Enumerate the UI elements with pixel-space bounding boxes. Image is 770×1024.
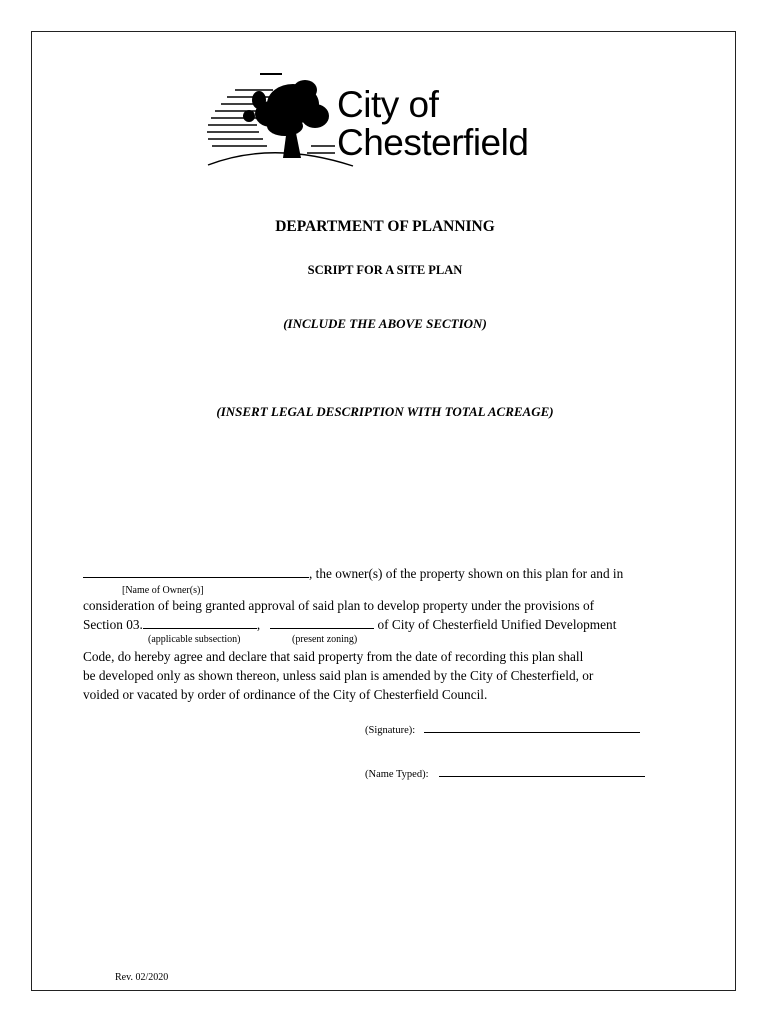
present-zoning-label: (present zoning) (292, 634, 358, 645)
name-typed-blank[interactable] (439, 776, 645, 777)
name-typed-row (365, 769, 645, 780)
body-line-5: be developed only as shown thereon, unless said plan is amended by the City of Chesterfield, or (83, 668, 594, 683)
body-line-2: consideration of being granted approval of said plan to develop property under the provisions of (83, 598, 595, 613)
owner-name-label: [Name of Owner(s)] (122, 585, 204, 596)
signature-blank[interactable] (424, 732, 640, 733)
signature-row (365, 725, 640, 736)
name-typed-label: (Name Typed): (365, 769, 429, 780)
script-heading: SCRIPT FOR A SITE PLAN (307, 263, 463, 277)
page-border (31, 31, 736, 991)
body-line-1: , the owner(s) of the property shown on this plan for and in (83, 566, 623, 582)
body-line-3: Section 03. , of City of Chesterfield Unified Development (83, 617, 617, 632)
subsection-blank[interactable] (143, 628, 257, 629)
applicable-subsection-label: (applicable subsection) (148, 634, 241, 645)
owner-name-blank[interactable] (83, 577, 309, 578)
logo-text-city-of: City of (337, 84, 439, 125)
logo-text-chesterfield: Chesterfield (337, 122, 529, 163)
insert-legal-description-note: (INSERT LEGAL DESCRIPTION WITH TOTAL ACREAGE) (216, 404, 554, 419)
revision-date: Rev. 02/2020 (115, 972, 169, 983)
signature-label: (Signature): (365, 725, 416, 736)
body-line-4: Code, do hereby agree and declare that said property from the date of recording this plan shall (83, 649, 584, 664)
include-section-note: (INCLUDE THE ABOVE SECTION) (283, 316, 487, 331)
department-heading: DEPARTMENT OF PLANNING (275, 218, 495, 235)
zoning-blank[interactable] (270, 628, 374, 629)
body-line-6: voided or vacated by order of ordinance of the City of Chesterfield Council. (83, 687, 488, 702)
